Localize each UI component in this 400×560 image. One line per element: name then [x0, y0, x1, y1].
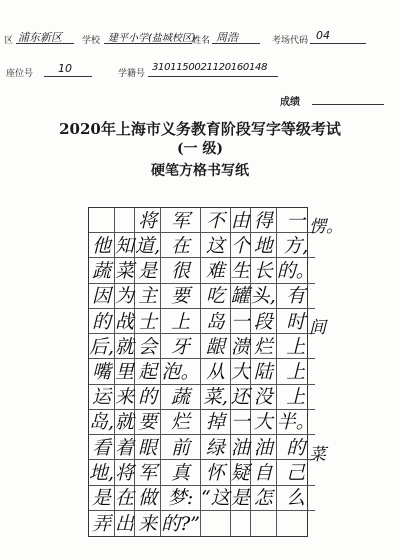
grid-cell: 绿 — [201, 435, 231, 460]
grid-cell — [231, 511, 251, 536]
exam-code-label: 考场代码 — [272, 36, 309, 46]
grid-cell: 就 — [115, 335, 135, 358]
grid-cell: 运 — [89, 385, 115, 410]
grid-cell: 嘴 — [89, 359, 115, 384]
grid-cell: 地 — [251, 233, 277, 258]
grid-cell: 后, — [89, 335, 115, 358]
exam-level: (一 级) — [176, 141, 224, 157]
exam-code-underline — [310, 43, 366, 44]
grid-cell: 着 — [115, 436, 135, 459]
seat-value: 10 — [58, 62, 72, 75]
grid-cell: 龈 — [201, 334, 231, 359]
grid-cell: 方, — [277, 233, 315, 258]
grid-cell: 士 — [135, 309, 161, 334]
name-label: 姓名 — [192, 36, 211, 46]
grid-cell: 菜, — [201, 385, 231, 410]
grid-overflow-char: 菜 — [309, 445, 326, 466]
grid-cell: 半。 — [276, 411, 315, 434]
grid-cell — [115, 208, 135, 233]
seat-underline — [44, 76, 92, 77]
grid-cell: 一 — [230, 310, 250, 333]
grid-cell: 牙 — [161, 334, 201, 359]
grid-cell: 己 — [277, 460, 315, 485]
grid-cell: 的。 — [276, 260, 315, 283]
grid-cell: 头, — [250, 285, 276, 308]
grid-cell: 道, — [135, 234, 161, 257]
grid-cell: 上 — [277, 385, 315, 410]
grid-cell: 梦: — [161, 486, 201, 511]
grid-cell: 一 — [277, 208, 315, 233]
grid-cell: 地, — [89, 461, 115, 484]
grid-cell: 的 — [89, 309, 115, 334]
grid-cell: 为 — [115, 285, 135, 308]
grid-cell: 是 — [230, 487, 250, 510]
grid-cell: 长 — [251, 258, 277, 283]
seat-label: 座位号 — [6, 69, 34, 79]
grid-cell: 这 — [201, 233, 231, 258]
grid-cell: 由 — [230, 209, 250, 232]
grid-cell: 油 — [251, 435, 277, 460]
grid-cell: 怀 — [201, 460, 231, 485]
grid-cell: 没 — [251, 385, 277, 410]
grid-cell: 会 — [135, 334, 161, 359]
grid-cell: 个 — [230, 234, 250, 257]
grid-cell: 罐 — [230, 285, 250, 308]
grid-cell: 是 — [135, 258, 161, 283]
grid-cell — [251, 511, 277, 536]
grid-cell: 段 — [251, 309, 277, 334]
name-underline — [212, 43, 260, 44]
school-label: 学校 — [82, 36, 101, 46]
grid-cell: 战 — [115, 310, 135, 333]
grid-cell: 从 — [201, 359, 231, 384]
school-value: 建平小学(盐城校区) — [108, 33, 196, 44]
grid-cell: 陆 — [251, 359, 277, 384]
grid-cell: 看 — [89, 435, 115, 460]
grid-cell: 要 — [135, 410, 161, 435]
grid-cell: 很 — [161, 258, 201, 283]
grid-overflow-char: 间 — [309, 318, 326, 339]
grid-cell: 岛 — [201, 309, 231, 334]
grid-cell: 是 — [89, 486, 115, 511]
grid-cell: 他 — [89, 233, 115, 258]
grid-cell: 前 — [161, 435, 201, 460]
grid-cell: 大 — [230, 360, 250, 383]
grid-cell: 上 — [277, 359, 315, 384]
grid-cell: 弄 — [89, 511, 115, 536]
grid-cell: 掉 — [201, 410, 231, 435]
score-label: 成绩 — [280, 97, 300, 108]
grid-cell — [277, 511, 315, 536]
grid-cell: 泡。 — [161, 360, 200, 383]
exam-code-value: 04 — [316, 29, 330, 42]
grid-cell: 上 — [161, 309, 201, 334]
grid-cell: 军 — [135, 460, 161, 485]
grid-cell: 的?” — [161, 511, 201, 536]
writing-grid — [88, 207, 315, 537]
grid-cell: 因 — [89, 284, 115, 309]
grid-cell: 来 — [135, 511, 161, 536]
grid-cell: 的 — [135, 385, 161, 410]
grid-cell: 做 — [135, 486, 161, 511]
district-underline — [16, 43, 74, 44]
student-id-label: 学籍号 — [118, 69, 146, 79]
paper-title: 硬笔方格书写纸 — [151, 163, 249, 179]
grid-cell: 生 — [230, 260, 250, 283]
grid-cell: 蔬 — [161, 385, 201, 410]
grid-cell: 上 — [277, 334, 315, 359]
grid-cell — [201, 511, 231, 536]
grid-cell: 烂 — [251, 334, 277, 359]
grid-cell: 里 — [115, 360, 135, 383]
grid-cell: 起 — [135, 359, 161, 384]
grid-cell: 得 — [251, 208, 277, 233]
grid-cell: 蔬 — [89, 258, 115, 283]
grid-cell: 自 — [251, 460, 277, 485]
grid-cell: 油 — [230, 436, 250, 459]
grid-cell: 时 — [277, 309, 315, 334]
grid-cell: 眼 — [135, 435, 161, 460]
grid-cell: 疑 — [230, 461, 250, 484]
student-id-value: 3101150021120160148 — [152, 62, 268, 73]
grid-cell: 有 — [277, 284, 315, 309]
grid-cell: “这 — [201, 487, 230, 510]
grid-cell: 怎 — [251, 486, 277, 511]
grid-cell: 要 — [161, 284, 201, 309]
grid-cell: 就 — [115, 411, 135, 434]
grid-cell: 主 — [135, 284, 161, 309]
district-value: 浦东新区 — [18, 31, 62, 44]
grid-cell: 真 — [161, 460, 201, 485]
grid-cell: 溃 — [230, 335, 250, 358]
grid-cell: 菜 — [115, 260, 135, 283]
grid-cell: 的 — [277, 435, 315, 460]
grid-cell: 知 — [115, 234, 135, 257]
student-id-underline — [148, 76, 278, 77]
grid-cell: 岛, — [89, 411, 115, 434]
grid-cell: 来 — [115, 386, 135, 409]
grid-cell: 军 — [161, 208, 201, 233]
grid-cell: 在 — [161, 233, 201, 258]
grid-cell: 不 — [201, 208, 231, 233]
grid-cell: 将 — [115, 461, 135, 484]
school-underline — [104, 43, 192, 44]
grid-cell: 大 — [251, 410, 277, 435]
grid-overflow-char: 愣。 — [309, 216, 343, 237]
grid-cell: 吃 — [201, 284, 231, 309]
grid-cell: 将 — [135, 208, 161, 233]
grid-cell: 烂 — [161, 410, 201, 435]
grid-cell: 难 — [201, 258, 231, 283]
score-underline — [312, 104, 384, 105]
grid-cell — [89, 208, 115, 233]
grid-cell: 么 — [277, 486, 315, 511]
grid-cell: 出 — [115, 511, 135, 536]
grid-cell: 还 — [230, 386, 250, 409]
name-value: 周浩 — [216, 31, 238, 44]
grid-cell: 在 — [115, 487, 135, 510]
grid-cell: 一 — [230, 411, 250, 434]
district-label: 区 — [4, 36, 14, 46]
exam-title: 2020年上海市义务教育阶段写字等级考试 — [59, 120, 341, 138]
